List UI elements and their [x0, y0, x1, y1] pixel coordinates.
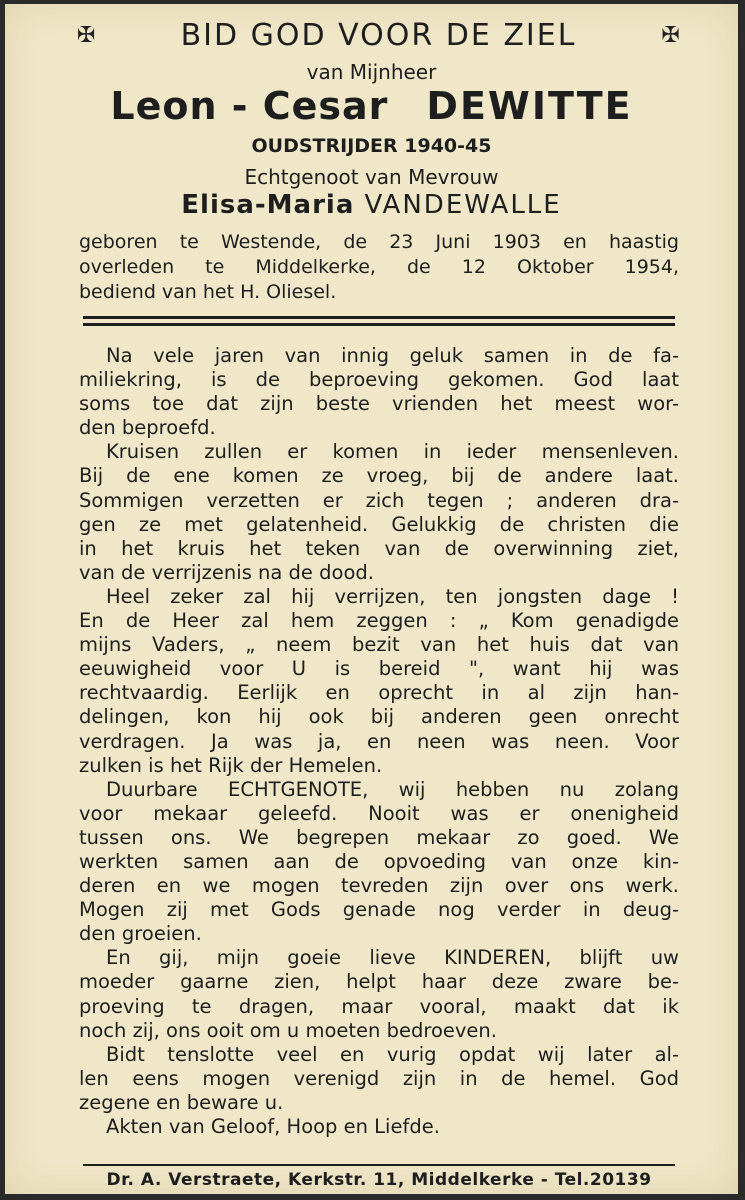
text-line: Mogen zij met Gods genade nog verder in deug-: [79, 898, 679, 922]
spouse-given-name: Elisa-Maria: [181, 190, 355, 220]
spouse-intro: Echtgenoot van Mevrouw: [244, 165, 499, 189]
header-row: [5, 18, 738, 53]
text-line: tussen ons. We begrepen mekaar zo goed. We: [79, 825, 679, 849]
text-line: len eens mogen verenigd zijn in de hemel. God: [79, 1066, 679, 1090]
given-name: Leon - Cesar: [110, 84, 389, 128]
text-line: En gij, mijn goeie lieve KINDEREN, blijft uw: [106, 946, 679, 970]
surname: DEWITTE: [426, 84, 633, 128]
text-line: Duurbare ECHTGENOTE, wij hebben nu zolang: [106, 777, 679, 801]
veteran-rank: OUDSTRIJDER 1940-45: [251, 135, 492, 157]
text-line: moeder gaarne zien, helpt haar deze zware be-: [79, 970, 679, 994]
divider-rule: [83, 323, 675, 326]
text-line: verdragen. Ja was ja, en neen was neen. Voor: [79, 729, 679, 753]
text-line: proeving te dragen, maar vooral, maakt dat ik: [79, 994, 679, 1018]
cross-right-icon: ✠: [661, 22, 680, 48]
text-line: Bij de ene komen ze vroeg, bij de andere laat.: [79, 464, 679, 488]
footer-rule: [83, 1164, 675, 1166]
cross-left-icon: ✠: [77, 22, 96, 48]
bio-line: geboren te Westende, de 23 Juni 1903 en haastig: [79, 231, 679, 253]
prayer-text: [79, 344, 679, 1139]
text-line: soms toe dat zijn beste vrienden het meest wor-: [79, 392, 679, 416]
text-line: den beproefd.: [79, 416, 216, 440]
card-title: BID GOD VOOR DE ZIEL: [180, 18, 577, 53]
text-line: gen ze met gelatenheid. Gelukkig de christen die: [79, 512, 679, 536]
text-line: mijns Vaders, „ neem bezit van het huis dat van: [79, 633, 679, 657]
text-line: werkten samen aan de opvoeding van onze kin-: [79, 849, 679, 873]
text-line: rechtvaardig. Eerlijk en oprecht in al zijn han-: [79, 681, 679, 705]
text-line: Kruisen zullen er komen in ieder mensenleven.: [106, 440, 679, 464]
text-line: En de Heer zal hem zeggen : „ Kom genadigde: [79, 609, 679, 633]
text-line: miliekring, is de beproeving gekomen. God laat: [79, 368, 679, 392]
text-line: Akten van Geloof, Hoop en Liefde.: [106, 1115, 440, 1138]
bio-line: overleden te Middelkerke, de 12 Oktober 1954,: [79, 256, 679, 278]
printer-footer: Dr. A. Verstraete, Kerkstr. 11, Middelkerke - Tel.20139: [106, 1170, 652, 1190]
bio-line: bediend van het H. Oliesel.: [79, 281, 337, 303]
text-line: eeuwigheid voor U is bereid ", want hij was: [79, 657, 679, 681]
text-line: Bidt tenslotte veel en vurig opdat wij later al-: [106, 1042, 679, 1066]
text-line: Heel zeker zal hij verrijzen, ten jongsten dage !: [106, 584, 679, 608]
spouse-surname: VANDEWALLE: [364, 190, 562, 220]
text-line: delingen, kon hij ook bij anderen geen onrecht: [79, 705, 679, 729]
text-line: zegene en beware u.: [79, 1090, 284, 1114]
text-line: noch zij, ons ooit om u moeten bedroeven.: [79, 1018, 497, 1042]
deceased-name: [5, 84, 738, 128]
text-line: voor mekaar geleefd. Nooit was er onenigheid: [79, 801, 679, 825]
divider-rule: [83, 316, 675, 319]
text-line: deren en we mogen tevreden zijn over ons werk.: [79, 874, 679, 898]
text-line: Na vele jaren van innig geluk samen in de fa-: [106, 344, 679, 367]
bio-block: [79, 230, 679, 305]
text-line: in het kruis het teken van de overwinning ziet,: [79, 536, 679, 560]
spouse-name: [5, 190, 738, 220]
text-line: zulken is het Rijk der Hemelen.: [79, 753, 383, 777]
text-line: den groeien.: [79, 922, 202, 946]
text-line: Sommigen verzetten er zich tegen ; anderen dra-: [79, 488, 679, 512]
van-mijnheer-line: van Mijnheer: [306, 60, 437, 84]
text-line: van de verrijzenis na de dood.: [79, 560, 374, 584]
memorial-card: [5, 4, 738, 1194]
